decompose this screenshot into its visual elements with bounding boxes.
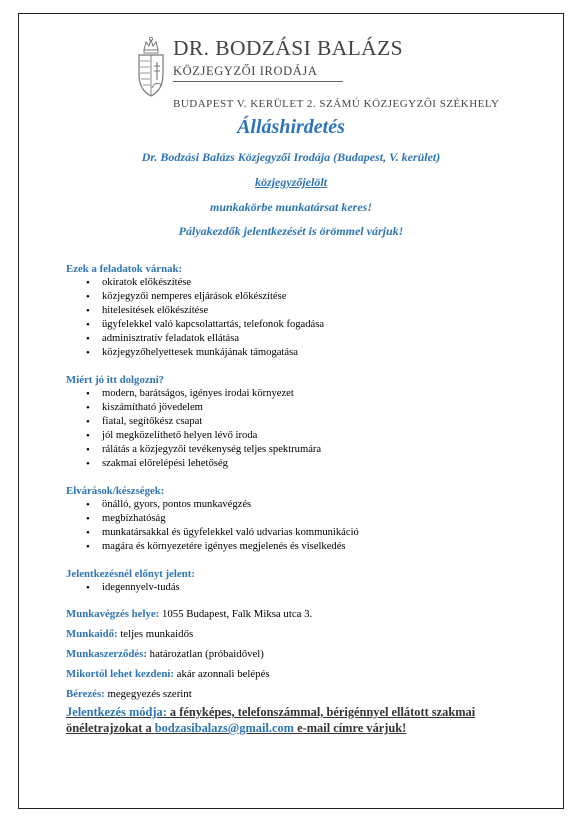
- list-item: • adminisztratív feladatok ellátása: [66, 332, 536, 346]
- list-item: • közjegyzőhelyettesek munkájának támogatása: [66, 346, 536, 360]
- section-requirements: [66, 485, 536, 554]
- field-value: megegyezés szerint: [104, 688, 192, 700]
- apply-text: a fényképes, telefonszámmal, bérigénnyel ellátott szakmai önéletrajzokat a: [66, 705, 476, 735]
- work-location: [66, 608, 312, 620]
- salary: [66, 688, 192, 700]
- start-date: [66, 668, 270, 680]
- section-why-work-here: [66, 374, 536, 471]
- field-label: Munkavégzés helye:: [66, 608, 160, 620]
- list-item: • megbízhatóság: [66, 512, 536, 526]
- email-link[interactable]: bodzasibalazs@gmail.com: [154, 721, 295, 735]
- letterhead: [135, 36, 500, 114]
- list-item: • kiszámítható jövedelem: [66, 401, 536, 415]
- list-item: • fiatal, segítőkész csapat: [66, 415, 536, 429]
- recruitment-line: munkakörbe munkatársat keres!: [209, 200, 373, 214]
- field-value: teljes munkaidős: [117, 628, 194, 640]
- apply-text-end: e-mail címre várjuk!: [294, 721, 407, 735]
- section-heading: Ezek a feladatok várnak:: [66, 263, 183, 275]
- employment-contract: [66, 648, 264, 660]
- field-label: Bérezés:: [66, 688, 105, 700]
- field-value: határozatlan (próbaidővel): [146, 648, 264, 660]
- field-value: 1055 Budapest, Falk Miksa utca 3.: [159, 608, 313, 620]
- apply-label: Jelentkezés módja:: [66, 705, 167, 719]
- list-item: • önálló, gyors, pontos munkavégzés: [66, 498, 536, 512]
- section-heading: Jelentkezésnél előnyt jelent:: [66, 568, 195, 580]
- section-heading: Elvárások/készségek:: [66, 485, 165, 497]
- entry-level-line: Pályakezdők jelentkezését is örömmel várjuk!: [178, 224, 404, 238]
- page-title: Álláshirdetés: [237, 116, 345, 138]
- list-item: • ügyfelekkel való kapcsolattartás, telefonok fogadása: [66, 318, 536, 332]
- bullet-list: [66, 387, 536, 471]
- list-item: • magára és környezetére igényes megjelenés és viselkedés: [66, 540, 536, 554]
- hungarian-coat-of-arms-icon: [135, 36, 167, 98]
- application-instructions: [66, 704, 536, 736]
- field-value: akár azonnali belépés: [173, 668, 270, 680]
- list-item: • rálátás a közjegyzői tevékenység teljes spektrumára: [66, 443, 536, 457]
- bullet-list: [66, 276, 536, 360]
- office-name: DR. BODZÁSI BALÁZS: [173, 36, 403, 60]
- list-item: • munkatársakkal és ügyfelekkel való udvarias kommunikáció: [66, 526, 536, 540]
- field-label: Munkaszerződés:: [66, 648, 147, 660]
- field-label: Mikortól lehet kezdeni:: [66, 668, 174, 680]
- field-label: Munkaidő:: [66, 628, 118, 640]
- list-item: • szakmai előrelépési lehetőség: [66, 457, 536, 471]
- letterhead-divider: [173, 81, 343, 82]
- list-item: • okiratok előkészítése: [66, 276, 536, 290]
- office-subtitle: KÖZJEGYZŐI IRODÁJA: [173, 64, 318, 78]
- working-hours: [66, 628, 193, 640]
- office-address: BUDAPEST V. KERÜLET 2. SZÁMÚ KÖZJEGYZŐI SZÉKHELY: [173, 98, 500, 110]
- section-advantages: [66, 568, 536, 595]
- list-item: • hitelesítések előkészítése: [66, 304, 536, 318]
- bullet-list: [66, 498, 536, 554]
- position-line: közjegyzőjelölt: [255, 175, 327, 189]
- document-page: [18, 13, 564, 809]
- section-tasks: [66, 263, 536, 360]
- list-item: • közjegyzői nemperes eljárások előkészítése: [66, 290, 536, 304]
- bullet-list: [66, 581, 536, 595]
- section-heading: Miért jó itt dolgozni?: [66, 374, 165, 386]
- list-item: • jól megközelíthető helyen lévő iroda: [66, 429, 536, 443]
- list-item: • idegennyelv-tudás: [66, 581, 536, 595]
- list-item: • modern, barátságos, igényes irodai környezet: [66, 387, 536, 401]
- employer-line: Dr. Bodzási Balázs Közjegyzői Irodája (Budapest, V. kerület): [141, 150, 441, 164]
